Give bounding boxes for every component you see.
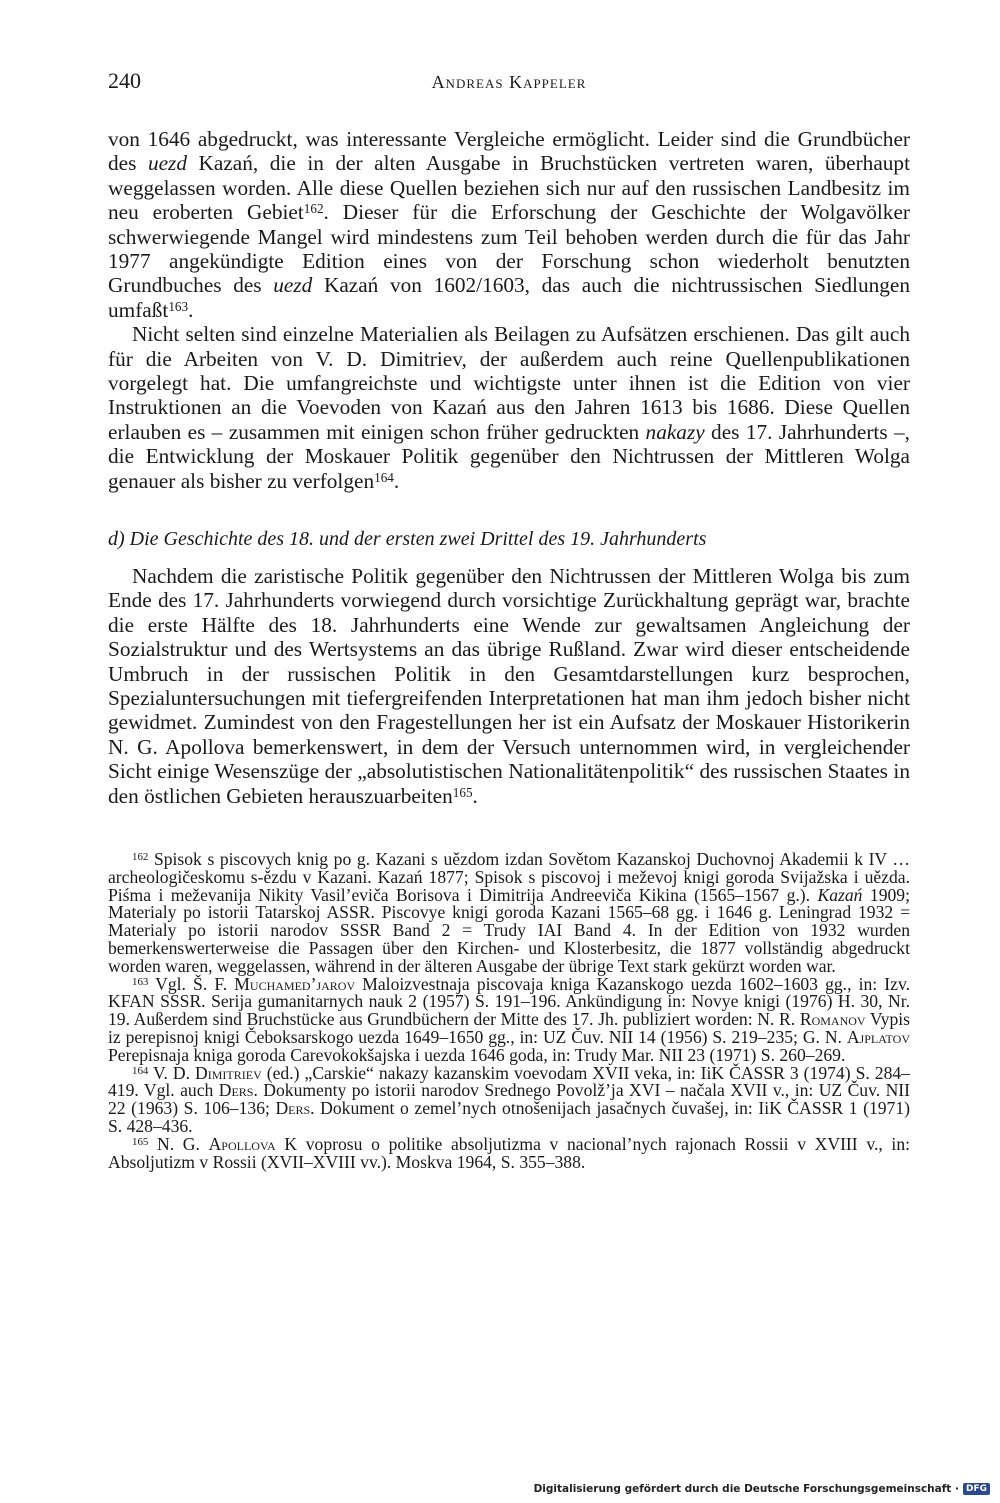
text-run: Nachdem die zaristische Politik gegenüber den Nichtrussen der Mittleren Wolga bis zum Ende des 17. Jahrhunderts vorwiegend durch vorsichtige Zurückhaltung geprägt war, brachte die erste Hälfte des 18. Jahrhunderts eine Wende zur gewaltsamen Angleichung der Sozialstruktur und des Wertsystems an das übrige Rußland. Zwar wird dieser entscheidende Umbruch in der russischen Politik in den Gesamtdarstellungen kurz besprochen, Spezialuntersuchungen mit tiefergreifenden Interpretationen hat man ihm jedoch bisher nicht gewidmet. Zumindest von den Fragestellungen her ist ein Aufsatz der Moskauer Historikerin N. G. Apollova bemerkenswert, in dem der Versuch unternommen wird, in vergleichender Sicht einige Wesenszüge der „absolutistischen Nationalitätenpolitik“ des russischen Staates in den östlichen Gebieten herauszuarbeiten xyxy=(108,564,910,808)
text-run: Kazań, die in der alten Ausgabe in Bruchstücken vertreten waren, überhaupt weggelassen worden. Alle diese Quellen beziehen sich nur auf den russischen Landbesitz im neu eroberten Gebiet xyxy=(108,151,910,225)
text-run: V. D. xyxy=(148,1062,196,1083)
footnote-marker: 165 xyxy=(452,784,473,800)
body-text-section xyxy=(108,564,910,808)
text-run: (ed.) „Carskie“ nakazy kazanskim voevodam XVII veka, in: IiK ČASSR 3 (1974) S. 284–419. Vgl. auch xyxy=(108,1062,910,1101)
text-run: Muchamed’jarov xyxy=(234,973,356,994)
footnote-162 xyxy=(108,851,910,976)
footnote-marker: 163 xyxy=(168,298,189,314)
paragraph-2 xyxy=(108,322,910,493)
text-run: Perepisnaja kniga goroda Carevokokšajska i uezda 1646 goda, in: Trudy Mar. NII 23 (1971) S. 260–269. xyxy=(108,1044,846,1065)
text-run: nakazy xyxy=(645,419,705,444)
text-run: Dokumenty po istorii narodov Srednego Povolž’ja XVI – načala XVII v., in: UZ Čuv. NII 22 (1963) S. 106–136; xyxy=(108,1080,910,1119)
section-heading: d) Die Geschichte des 18. und der ersten zwei Drittel des 19. Jahrhunderts xyxy=(108,528,707,550)
text-run: Vypis iz perepisnoj knigi Čeboksarskogo uezda 1649–1650 gg., in: UZ Čuv. NII 14 (1956) S. 219–235; G. N. xyxy=(108,1009,910,1047)
text-run: Maloizvestnaja piscovaja kniga Kazanskogo uezda 1602–1603 gg., in: Izv. KFAN SSSR. Serija gumanitarnych nauk 2 (1957) S. 191–196. Ankündigung in: Novye knigi (1976) H. 30, Nr. 19. Außerdem sind Bruchstücke aus Grundbüchern der Mitte des 17. Jh. publiziert worden: N. R. xyxy=(108,973,910,1030)
text-run: 1909; Materialy po istorii Tatarskoj ASSR. Piscovye knigi goroda Kazani 1565–68 gg. i 1646 g. Leningrad 1932 = Materialy po istorii narodov SSSR Band 2 = Trudy IAI Band 4. In der Edition von 1932 wurden bemerkenswerterweise die Passagen über den Kirchen- und Klosterbesitz, die 1877 vollständig abgedruckt worden waren, weggelassen, während in der älteren Ausgabe der übrige Text stark gekürzt worden war. xyxy=(108,884,910,976)
text-run: Spisok s piscovych knig po g. Kazani s uězdom izdan Sovětom Kazanskoj Duchovnoj Akademii k IV … archeologičeskomu s-ězdu v Kazani. Kazań 1877; Spisok s piscovoj i meževoj knigi goroda Svijažska i uězda. Piśma i meževanija Nikity Vasil’eviča Borisova i Dimitrija Andreeviča Kikina (1565–1567 g.). xyxy=(108,849,910,905)
digitization-credit xyxy=(534,1483,990,1495)
running-head: Andreas Kappeler xyxy=(431,72,587,92)
page-header xyxy=(108,68,910,108)
text-run: Dimitriev xyxy=(195,1062,262,1083)
text-run: . xyxy=(188,297,194,322)
footnote-marker: 165 xyxy=(132,1135,149,1148)
footnote-164 xyxy=(108,1062,910,1136)
footnote-marker: 162 xyxy=(303,201,324,217)
text-run: Apollova xyxy=(208,1133,276,1154)
footnote-marker: 164 xyxy=(374,469,394,485)
footnote-marker: 164 xyxy=(132,1064,149,1077)
page-number: 240 xyxy=(108,68,141,93)
text-run: Kazań xyxy=(817,884,863,905)
text-run: Kazań von 1602/1603, das auch die nichtrussischen Siedlungen umfaßt xyxy=(108,273,910,322)
footnote-163 xyxy=(108,973,910,1065)
text-run: Dokument o zemel’nych otnošenijach jasačnych čuvašej, in: IiK ČASSR 1 (1971) S. 428–436. xyxy=(108,1098,910,1136)
text-run: uezd xyxy=(147,151,187,176)
text-run: N. G. xyxy=(148,1133,209,1154)
text-run: K voprosu o politike absoljutizma v nacional’nych rajonach Rossii v XVIII v., in: Absoljutizm v Rossii (XVII–XVIII vv.). Moskva 1964, S. 355–388. xyxy=(108,1133,910,1172)
text-run: . Dieser für die Erforschung der Geschichte der Wolgavölker schwerwiegende Mangel wird mindestens zum Teil behoben werden durch die für das Jahr 1977 angekündigte Edition eines von der Forschung schon wiederholt benutzten Grundbuches des xyxy=(108,200,910,298)
text-run: Vgl. Š. F. xyxy=(148,973,235,994)
dfg-logo: DFG xyxy=(963,1483,990,1495)
text-run: Ders. xyxy=(275,1098,315,1119)
footnotes xyxy=(108,851,910,1171)
text-run: uezd xyxy=(273,273,313,298)
body-text-top xyxy=(108,127,910,493)
text-run: des 17. Jahrhunderts –, die Entwicklung der Moskauer Politik gegenüber den Nichtrussen der Mittleren Wolga genauer als bisher zu verfolgen xyxy=(108,419,910,493)
section-paragraph xyxy=(108,564,910,808)
credit-text: Digitalisierung gefördert durch die Deutsche Forschungsgemeinschaft · xyxy=(533,1483,959,1495)
text-run: Nicht selten sind einzelne Materialien als Beilagen zu Aufsätzen erschienen. Das gilt auch für die Arbeiten von V. D. Dimitriev, der außerdem auch reine Quellenpublikationen vorgelegt hat. Die umfangreichste und wichtigste unter ihnen ist die Edition von vier Instruktionen an die Voevoden von Kazań aus den Jahren 1613 bis 1686. Diese Quellen erlauben es – zusammen mit einigen schon früher gedruckten xyxy=(108,322,910,444)
footnote-marker: 162 xyxy=(132,851,149,864)
text-run: . xyxy=(393,468,400,493)
paragraph-1 xyxy=(108,127,910,322)
text-run: . xyxy=(472,783,478,808)
footnote-165 xyxy=(108,1133,910,1172)
text-run: Ders. xyxy=(218,1080,258,1101)
text-run: Romanov xyxy=(799,1009,866,1030)
text-run: von 1646 abgedruckt, was interessante Vergleiche ermöglicht. Leider sind die Grundbücher des xyxy=(108,127,910,176)
footnote-marker: 163 xyxy=(132,975,149,988)
text-run: Ajplatov xyxy=(846,1026,910,1047)
